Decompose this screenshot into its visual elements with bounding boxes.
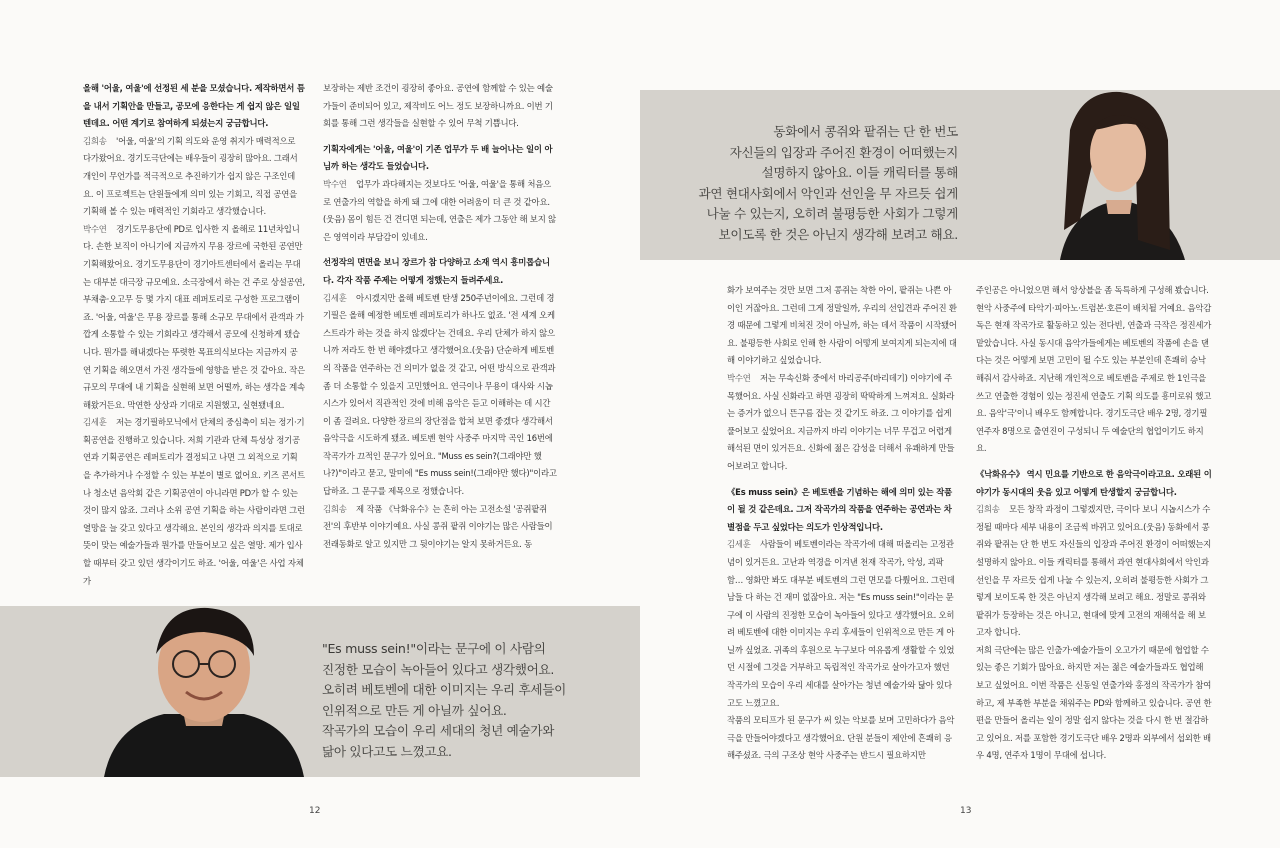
right-page (640, 0, 1280, 848)
quote-band-right (640, 90, 1280, 260)
speaker-name: 박수연 (83, 223, 107, 234)
quote-line: 닮아 있다고도 느꼈고요. (322, 743, 452, 759)
answer-text: 저는 경기필하모닉에서 단체의 중심축이 되는 정기·기획공연을 진행하고 있습니다. 저희 기관과 단체 특성상 정기공연과 기획공연은 레퍼토리가 결정되고 나면 그 외적으로 기획을 추가하거나 수정할 수 있는 부분이 별로 없어요. 키즈 콘서트나 청소년 음악회 같은 기획공연이 아니라면 PD가 할 수 있는 것이 많지 않죠. 그러나 소위 공연 기획을 하는 사람이라면 그런 열망을 늘 갖고 있다고 생각해요. 본인의 생각과 의지를 토대로 뜻이 맞는 예술가들과 뭔가를 만들어보고 싶은 열망. 제가 입사할 때부터 갖고 있던 생각이기도 하죠. '어울, 여울'은 사업 자체가 (83, 417, 305, 586)
quote-line: "Es muss sein!"이라는 문구에 이 사람의 (322, 641, 546, 656)
interview-question: 《Es muss sein》은 베토벤을 기념하는 해에 의미 있는 작품이 될 것 같은데요. 그저 작곡가의 작품을 연주하는 공연과는 차별점을 두고 싶었다는 의도가 인상적입니다. (727, 486, 953, 532)
quote-band-left (0, 606, 640, 777)
body-paragraph: 보장하는 제반 조건이 굉장히 좋아요. 공연에 함께할 수 있는 예술가들이 준비되어 있고, 제작비도 어느 정도 보장하니까요. 이번 기회를 통해 그런 생각들을 실현할 수 있어 무척 기쁩니다. (323, 83, 553, 129)
quote-line: 나눌 수 있는지, 오히려 불평등한 사회가 그렇게 (706, 206, 958, 221)
interview-answer (727, 536, 959, 712)
quote-line: 설명하지 않아요. 이들 캐릭터를 통해 (761, 165, 958, 180)
body-paragraph: 작품의 모티프가 된 문구가 써 있는 악보를 보며 고민하다가 음악극을 만들어야겠다고 생각했어요. 단원 분들이 제안에 흔쾌히 응해주셨죠. 극의 구조상 현악 사중주는 반드시 필요하지만 (727, 715, 955, 761)
quote-line: 과연 현대사회에서 악인과 선인을 무 자르듯 쉽게 (698, 185, 958, 201)
interview-question: 기획자에게는 '어울, 여울'이 기존 업무가 두 배 늘어나는 일이 아님까 하는 생각도 들었습니다. (323, 143, 553, 172)
speaker-name: 김희송 (976, 504, 1000, 515)
right-page-column-1 (727, 282, 959, 765)
pull-quote-right (640, 122, 958, 245)
body-paragraph: 저희 극단에는 많은 인출가·예술가들이 오고가기 때문에 협업할 수 있는 좋은 기회가 많아요. 하지만 저는 젊은 예술가들과도 협업해 보고 싶었어요. 이번 작품은 신동일 연출가와 홍정의 작곡가가 참여하고, 제 부족한 부분을 채워주는 PD와 함께하고 있습니다. 공연 한 편을 만들어 올리는 일이 정말 쉽지 않다는 것을 다시 한 번 절감하고 있어요. 저를 포함한 경기도극단 배우 2명과 외부에서 섭외한 배우 4명, 연주자 1명이 무대에 섭니다. (976, 644, 1212, 761)
interview-question: 올해 '어울, 여울'에 선정된 세 분을 모셨습니다. 제작하면서 틈을 내서 기획안을 만들고, 공모에 응한다는 게 쉽지 않은 일일 텐데요. 어떤 계기로 참여하게 되셨는지 궁금합니다. (83, 83, 305, 129)
quote-line: 인위적으로 만든 게 아닐까 싶어요. (322, 702, 507, 718)
speaker-name: 김세훈 (323, 292, 347, 303)
answer-text: 제 작품 《낙화유수》는 흔히 아는 고전소설 '공쥐팥쥐전'의 후반부 이야기예요. 사실 콩쥐 팥쥐 이야기는 많은 사람들이 전래동화로 알고 있지만 그 뒷이야기는 알지 못하거든요. 동 (323, 503, 553, 549)
portrait-photo-woman (1020, 90, 1220, 260)
speaker-name: 김희송 (83, 135, 107, 146)
interview-answer (323, 176, 558, 246)
left-page-column-1 (83, 80, 305, 590)
page-number-left: 12 (309, 806, 321, 816)
interview-answer (83, 221, 305, 415)
speaker-name: 김희송 (323, 503, 347, 514)
answer-text: 저는 무속신화 중에서 바리공주(바리데기) 이야기에 주목했어요. 사실 신화라고 하면 굉장히 딱딱하게 느껴져요. 실화라는 증거가 없으니 뜬구름 잡는 것 같기도 하죠. 그 이야기를 쉽게 풀어보고 싶었어요. 지금까지 바리 이야기는 너무 무겁고 어렵게 해석된 면이 있거든요. 신화에 젊은 감성을 더해서 유쾌하게 만들어보려고 합니다. (727, 372, 955, 471)
speaker-name: 박수연 (323, 178, 347, 189)
quote-line: 동화에서 콩쥐와 팥쥐는 단 한 번도 (773, 124, 958, 139)
quote-line: 자신들의 입장과 주어진 환경이 어떠했는지 (729, 144, 958, 160)
answer-text: 모든 창작 과정이 그렇겠지만, 극이다 보니 시놉시스가 수정될 때마다 세부 내용이 조금씩 바뀌고 있어요.(웃음) 동화에서 콩쥐와 팥쥐는 단 한 번도 자신들의 입장과 주어진 환경이 어떠했는지 설명하지 않아요. 이들 캐릭터를 통해서 과연 현대사회에서 악인과 선인을 무 자르듯 쉽게 나눌 수 있는지, 오히려 불평등한 사회가 그렇게 보이도록 한 것은 아닌지 생각해 보려고 해요. 정말로 콩쥐와 팥쥐가 등장하는 것은 아니고, 현대에 맞게 고전의 재해석을 해 보고자 합니다. (976, 504, 1212, 638)
quote-line: 작곡가의 모습이 우리 세대의 청년 예술가와 (322, 723, 555, 738)
quote-line: 오히려 베토벤에 대한 이미지는 우리 후세들이 (322, 682, 566, 697)
pull-quote-left (322, 639, 622, 762)
right-page-column-2 (976, 282, 1213, 765)
interview-answer (323, 290, 558, 501)
interview-answer (83, 133, 305, 221)
left-page-column-2 (323, 80, 558, 553)
interview-answer (83, 414, 305, 590)
body-paragraph: 화가 보여주는 것만 보면 그저 콩쥐는 착한 아이, 팥쥐는 나쁜 아이인 거잖아요. 그런데 그게 정말일까, 우리의 선입견과 주어진 환경 때문에 그렇게 비쳐진 것이 아닐까, 하는 데서 작품이 시작됐어요. 불평등한 사회로 인해 한 사람이 어떻게 보여지게 되는지에 대해 이야기하고 싶었습니다. (727, 285, 957, 366)
page-number-right: 13 (960, 806, 972, 816)
interview-answer (976, 501, 1213, 642)
quote-line: 보이도록 한 것은 아닌지 생각해 보려고 해요. (718, 226, 958, 242)
answer-text: 경기도무용단에 PD로 입사한 지 올해로 11년차입니다. 손한 보직이 아니기에 지금까지 무용 장르에 국한된 공연만 기획해왔어요. 경기도무용단이 경기아트센터에서 올리는 무대는 대부분 대극장 규모예요. 소극장에서 하는 건 주로 상설공연, 부채춤·오고무 등 몇 가지 대표 레퍼토리로 구성한 프로그램이죠. '어울, 여울'은 무용 장르를 통해 소규모 무대에서 관객과 가깝게 소통할 수 있는 기회라고 생각해서 공모에 신청하게 됐습니다. 뭔가를 해내겠다는 뚜렷한 목표의식보다는 지금까지 공연 기획을 해오면서 가진 생각들에 영향을 받은 것 같아요. 작은 규모의 무대에 내 기획을 실현해 보면 어떨까, 하는 생각을 계속 해왔거든요. 막연한 상상과 기대로 지원했고, 실현됐네요. (83, 223, 305, 410)
interview-question: 선정작의 면면을 보니 장르가 참 다양하고 소재 역시 흥미롭습니다. 각자 작품 주제는 어떻게 정했는지 들려주세요. (323, 257, 550, 285)
interview-question: 《낙화유수》 역시 민요를 기반으로 한 음악극이라고요. 오래된 이야기가 동시대의 웃음 있고 어떻게 탄생할지 궁금합니다. (976, 468, 1212, 497)
answer-text: '어울, 여울'의 기획 의도와 운영 취지가 매력적으로 다가왔어요. 경기도극단에는 배우들이 굉장히 많아요. 그래서 개인이 무언가를 적극적으로 추진하기가 쉽지 않은 구조인데요. 이 프로젝트는 단원들에게 의미 있는 기회고, 직접 공연을 기획해 볼 수 있는 매력적인 기회라고 생각했습니다. (83, 135, 298, 217)
speaker-name: 김세훈 (727, 539, 751, 550)
answer-text: 업무가 과다해지는 것보다도 '어울, 여울'을 통해 처음으로 연출가의 역할을 하게 돼 그에 대한 어려움이 더 큰 것 같아요.(웃음) 몸이 힘든 건 견디면 되는데, 연출은 제가 그동안 해 보지 않은 영역이라 부담감이 있네요. (323, 178, 556, 242)
speaker-name: 김세훈 (83, 417, 107, 428)
quote-line: 진정한 모습이 녹아들어 있다고 생각했어요. (322, 661, 555, 677)
interview-answer (323, 501, 558, 554)
body-paragraph: 주인공은 아니었으면 해서 앙상블을 좀 독특하게 구성해 봤습니다. 현악 사중주에 타악기·피아노·트럼본·호른이 배치될 거예요. 음악감독은 현재 작곡가로 활동하고 있는 전다빈, 연출과 극작은 정진세가 맡았습니다. 사실 동시대 음악가들에게는 베토벤의 작품에 손을 댄다는 것은 어떻게 보면 고민이 될 수도 있는 부분인데 흔쾌히 승낙해줘서 감사하죠. 지난해 개인적으로 베토벤을 주제로 한 1인극을 쓰고 연출한 경험이 있는 정진세 연출도 기획 의도를 흥미로워 했고요. 음악'극'이니 배우도 함께합니다. 경기도극단 배우 2명, 경기필 연주자 8명으로 출연진이 구성되니 두 예술단의 협업이기도 하지요. (976, 285, 1212, 454)
interview-answer (727, 370, 959, 476)
portrait-photo-man (104, 606, 304, 777)
answer-text: 사람들이 베토벤이라는 작곡가에 대해 떠올리는 고정관념이 있거든요. 고난과 역경을 이겨낸 천재 작곡가, 악성, 괴팍함… 영화만 봐도 대부분 베토벤의 그런 면모를 다뤘어요. 그런데 남들 다 하는 건 재미 없잖아요. 저는 "Es muss sein!"이라는 문구에 이 사람의 진정한 모습이 녹아들어 있다고 생각했어요. 오히려 베토벤에 대한 이미지는 우리 후세들이 인위적으로 만든 게 아닐까 싶었죠. 귀족의 후원으로 누구보다 여유롭게 생활할 수 있었던 시절에 그것을 거부하고 독립적인 작곡가로 살아가고자 했던 작곡가의 모습이 우리 세대를 살아가는 청년 예술가와 닮아 있다고도 느꼈고요. (727, 539, 955, 708)
speaker-name: 박수연 (727, 372, 751, 383)
answer-text: 아시겠지만 올해 베토벤 탄생 250주년이에요. 그런데 경기필은 올해 예정한 베토벤 레퍼토리가 하나도 없죠. '전 세계 오케스트라가 하는 것을 하지 않겠다'는 건데요. 우리 단체가 하지 않으니까 저라도 한 번 해야겠다고 생각했어요.(웃음) 단순하게 베토벤의 작품을 연주하는 건 의미가 없을 것 같고, 어떤 방식으로 관객과 좀 더 소통할 수 있을지 고민했어요. 연극이나 무용이 대사와 시놉시스가 있어서 직관적인 것에 비해 음악은 듣고 이해하는 데 시간이 좀 걸려요. 다양한 장르의 장단점을 합쳐 보면 좋겠다 생각해서 음악극을 시도하게 됐죠. 베토벤 현악 사중주 마지막 곡인 16번에 작곡가가 끄적인 문구가 있어요. "Muss es sein?(그래야만 했나?)"이라고 묻고, 말미에 "Es muss sein!(그래야만 했다)"이라고 답하죠. 그 문구를 제목으로 정했습니다. (323, 292, 557, 497)
